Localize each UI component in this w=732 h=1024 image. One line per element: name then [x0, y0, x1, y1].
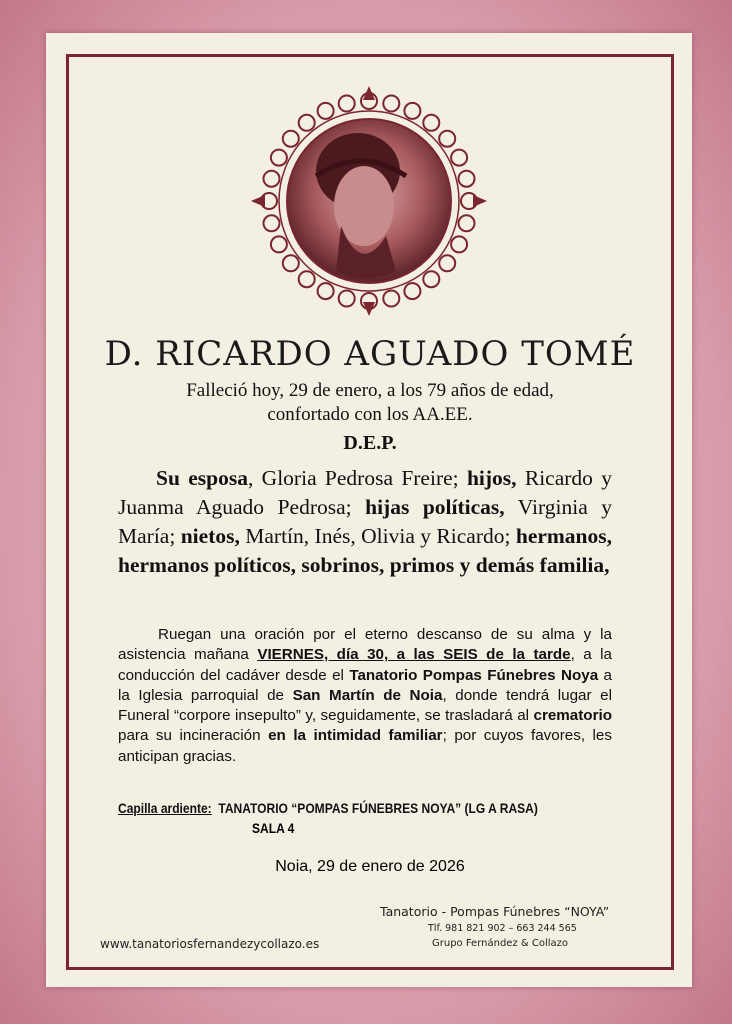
- scallop-ornament: [459, 215, 475, 231]
- scallop-ornament: [404, 103, 420, 119]
- scallop-ornament: [439, 255, 455, 271]
- family-text: nietos,: [180, 524, 240, 548]
- service-text: Tanatorio Pompas Fúnebres Noya: [349, 666, 599, 684]
- family-text: Su esposa: [156, 466, 248, 490]
- chapel-place: TANATORIO “POMPAS FÚNEBRES NOYA” (LG A RASA): [218, 800, 538, 816]
- service-text: , donde tendrá lugar el Funeral “corpore insepulto” y, seguidamente, se trasladará al: [118, 686, 612, 725]
- funeral-group: Grupo Fernández & Collazo: [432, 938, 568, 949]
- scallop-ornament: [318, 103, 334, 119]
- service-text: para su incineración: [118, 727, 269, 745]
- scallop-ornament: [271, 150, 287, 166]
- funeral-home-name: Tanatorio - Pompas Fúnebres “NOYA”: [380, 904, 610, 919]
- funeral-home-phone: Tlf. 981 821 902 – 663 244 565: [428, 923, 577, 934]
- scallop-ornament: [423, 271, 439, 287]
- family-text: Virginia y María;: [118, 495, 612, 548]
- website-link[interactable]: www.tanatoriosfernandezycollazo.es: [100, 937, 320, 951]
- notice-date: Noia, 29 de enero de 2026: [275, 858, 465, 875]
- death-info: Falleció hoy, 29 de enero, a los 79 años de edad,: [186, 380, 554, 401]
- service-datetime: VIERNES, día 30, a las SEIS de la tarde: [257, 646, 571, 664]
- scallop-ornament: [299, 271, 315, 287]
- scallop-ornament: [318, 283, 334, 299]
- chapel-room: SALA 4: [252, 820, 295, 836]
- christ-medallion-image: [246, 76, 492, 326]
- chapel-info: [118, 800, 538, 816]
- scallop-ornament: [451, 236, 467, 252]
- scallop-ornament: [451, 150, 467, 166]
- family-text: hijas políticas,: [365, 495, 505, 519]
- scallop-ornament: [383, 96, 399, 112]
- family-text: , Gloria Pedrosa Freire;: [247, 466, 467, 490]
- scallop-ornament: [283, 255, 299, 271]
- scallop-ornament: [283, 131, 299, 147]
- scallop-ornament: [271, 236, 287, 252]
- rip-label: D.E.P.: [343, 432, 397, 454]
- family-text: hijos,: [466, 466, 517, 490]
- scallop-ornament: [339, 96, 355, 112]
- family-text: Martín, Inés, Olivia y Ricardo;: [239, 524, 516, 548]
- scallop-ornament: [264, 215, 280, 231]
- scallop-ornament: [423, 115, 439, 131]
- service-text: a la Iglesia parroquial de: [118, 666, 612, 704]
- service-text: crematorio: [533, 707, 612, 725]
- service-text: , a la conducción del cadáver desde el: [118, 646, 613, 684]
- scallop-ornament: [459, 171, 475, 187]
- service-text: en la intimidad familiar: [268, 727, 443, 745]
- family-text: Ricardo y Juanma Aguado Pedrosa;: [118, 466, 612, 519]
- church-name: San Martín de Noia: [292, 686, 443, 704]
- family-text: hermanos, hermanos políticos, sobrinos, primos y demás familia,: [118, 524, 613, 577]
- scallop-ornament: [439, 131, 455, 147]
- scallop-ornament: [299, 115, 315, 131]
- scallop-ornament: [264, 171, 280, 187]
- scallop-ornament: [404, 283, 420, 299]
- scallop-ornament: [383, 291, 399, 307]
- scallop-ornament: [339, 291, 355, 307]
- deceased-name: D. RICARDO AGUADO TOMÉ: [104, 334, 636, 374]
- family-paragraph: [118, 464, 612, 580]
- chapel-label: Capilla ardiente:: [118, 800, 212, 816]
- service-text: ; por cuyos favores, les anticipan gracias.: [118, 727, 612, 765]
- service-text: Ruegan una oración por el eterno descanso de su alma y la asistencia mañana: [118, 626, 612, 664]
- sacraments-info: confortado con los AA.EE.: [267, 404, 473, 425]
- service-paragraph: [118, 625, 612, 767]
